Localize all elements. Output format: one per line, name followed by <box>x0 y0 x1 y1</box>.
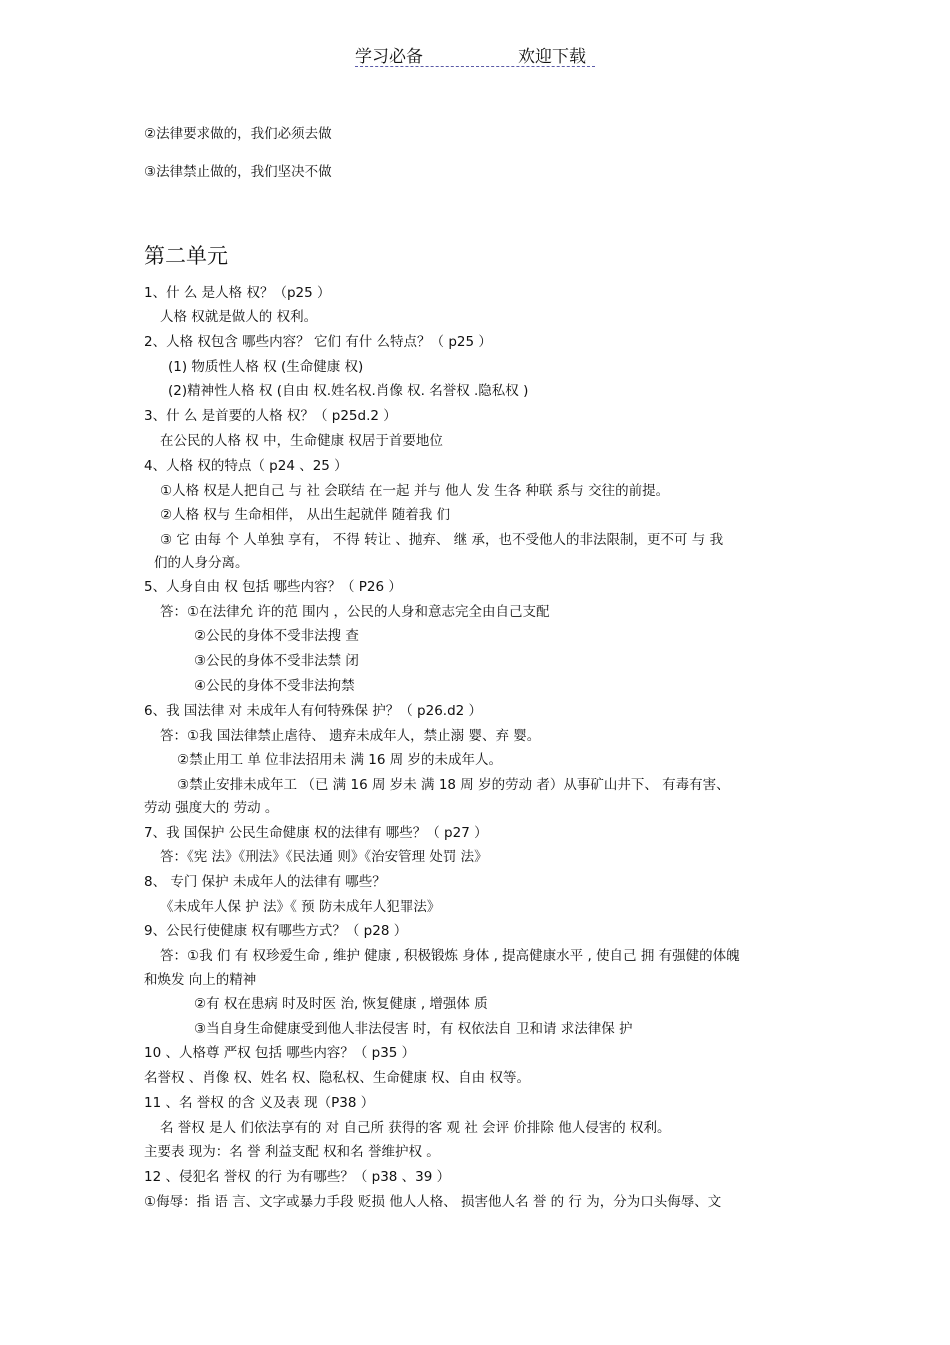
header-left-text: 学习必备 <box>355 47 423 67</box>
answer-line: 劳动 强度大的 劳动 。 <box>144 800 279 816</box>
answer-line: 人格 权就是做人的 权利。 <box>160 309 318 325</box>
answer-line: ②公民的身体不受非法搜 查 <box>194 628 359 644</box>
header-right-text: 欢迎下载 <box>518 47 586 67</box>
answer-line: ②有 权在患病 时及时医 治, 恢复健康 , 增强体 质 <box>194 996 488 1012</box>
answer-line: (1) 物质性人格 权 (生命健康 权) <box>168 359 364 375</box>
question-6: 6、我 国法律 对 未成年人有何特殊保 护？（ p26.d2 ） <box>144 703 483 719</box>
question-1: 1、什 么 是人格 权？（p25 ） <box>144 285 331 301</box>
question-3: 3、什 么 是首要的人格 权？（ p25d.2 ） <box>144 408 397 424</box>
answer-line: 在公民的人格 权 中，生命健康 权居于首要地位 <box>160 433 443 449</box>
answer-line: 名 誉权 是人 们依法享有的 对 自己所 获得的客 观 社 会评 价排除 他人侵害的 权利。 <box>160 1120 671 1136</box>
page-header <box>355 40 595 67</box>
answer-line: 主要表 现为：名 誉 利益支配 权和名 誉维护权 。 <box>144 1144 440 1160</box>
text-line-2: ③法律禁止做的，我们坚决不做 <box>144 164 332 180</box>
answer-line: ③当自身生命健康受到他人非法侵害 时，有 权依法自 卫和请 求法律保 护 <box>194 1021 633 1037</box>
question-11: 11 、名 誉权 的含 义及表 现（P38 ） <box>144 1095 375 1111</box>
question-7: 7、我 国保护 公民生命健康 权的法律有 哪些？（ p27 ） <box>144 825 488 841</box>
question-4: 4、人格 权的特点（ p24 、25 ） <box>144 458 348 474</box>
question-5: 5、人身自由 权 包括 哪些内容？（ P26 ） <box>144 579 402 595</box>
text-line-1: ②法律要求做的，我们必须去做 <box>144 126 332 142</box>
section-title: 第二单元 <box>144 244 228 268</box>
question-8: 8、 专门 保护 未成年人的法律有 哪些？ <box>144 874 386 890</box>
question-12: 12 、侵犯名 誉权 的行 为有哪些？（ p38 、39 ） <box>144 1169 451 1185</box>
answer-line: ②人格 权与 生命相伴， 从出生起就伴 随着我 们 <box>160 507 451 523</box>
question-10: 10 、人格尊 严权 包括 哪些内容？（ p35 ） <box>144 1045 416 1061</box>
answer-line: ①人格 权是人把自己 与 社 会联结 在一起 并与 他人 发 生各 种联 系与 交往的前提。 <box>160 483 670 499</box>
answer-line: ①侮辱：指 语 言、文字或暴力手段 贬损 他人人格、 损害他人名 誉 的 行 为，分为口头侮辱、文 <box>144 1194 722 1210</box>
answer-line: (2)精神性人格 权 (自由 权.姓名权.肖像 权. 名誉权 .隐私权 ) <box>168 383 529 399</box>
answer-line: 答：《宪 法》《刑法》《民法通 则》《治安管理 处罚 法》 <box>160 849 488 865</box>
answer-line: ③禁止安排未成年工 （已 满 16 周 岁未 满 18 周 岁的劳动 者）从事矿山井下、 有毒有害、 <box>177 777 730 793</box>
answer-line: 答：①在法律允 许的范 围内 ，公民的人身和意志完全由自己支配 <box>160 604 550 620</box>
answer-line: 《未成年人保 护 法》《 预 防未成年人犯罪法》 <box>160 899 441 915</box>
answer-line: ③公民的身体不受非法禁 闭 <box>194 653 359 669</box>
answer-line: 们的人身分离。 <box>154 555 249 571</box>
answer-line: 答：①我 们 有 权珍爱生命 , 维护 健康 , 积极锻炼 身体 , 提高健康水平 , 使自己 拥 有强健的体魄 <box>160 948 740 964</box>
question-2: 2、人格 权包含 哪些内容？ 它们 有什 么特点？（ p25 ） <box>144 334 492 350</box>
answer-line: ③ 它 由每 个 人单独 享有， 不得 转让 、抛弃、 继 承，也不受他人的非法限制，更不可 与 我 <box>160 532 724 548</box>
answer-line: ②禁止用工 单 位非法招用未 满 16 周 岁的未成年人。 <box>177 752 503 768</box>
answer-line: ④公民的身体不受非法拘禁 <box>194 678 355 694</box>
answer-line: 名誉权 、肖像 权、姓名 权、隐私权、生命健康 权、自由 权等。 <box>144 1070 530 1086</box>
answer-line: 和焕发 向上的精神 <box>144 972 257 988</box>
answer-line: 答：①我 国法律禁止虐待、 遗弃未成年人，禁止溺 婴、弃 婴。 <box>160 728 541 744</box>
question-9: 9、公民行使健康 权有哪些方式？（ p28 ） <box>144 923 408 939</box>
